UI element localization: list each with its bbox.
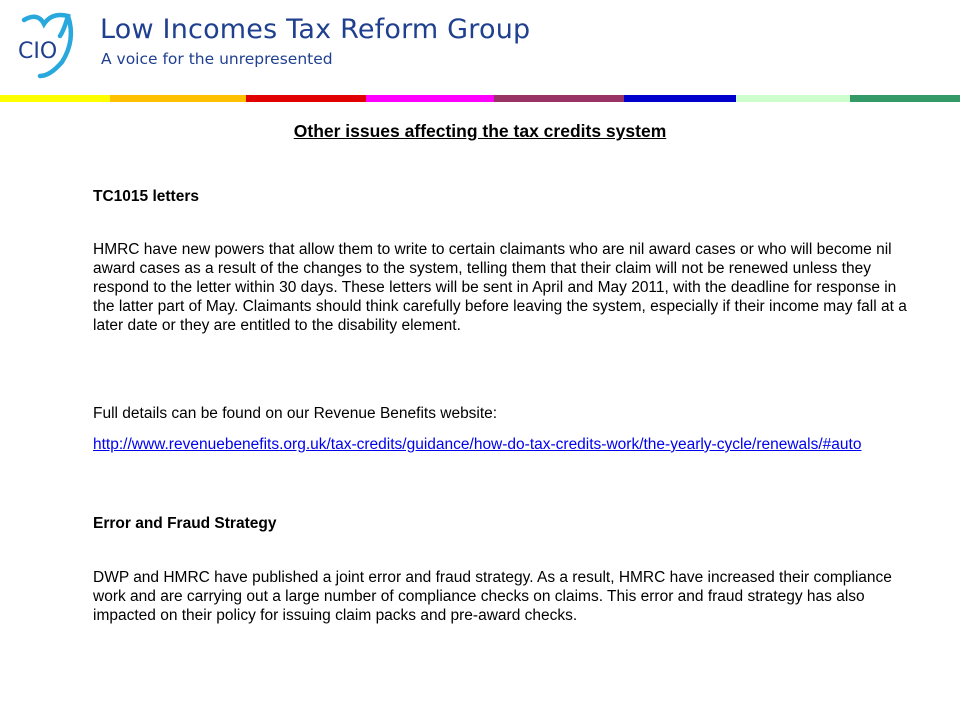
color-stripe-bar: [0, 95, 960, 102]
color-stripe: [366, 95, 494, 102]
color-stripe: [0, 95, 110, 102]
slide-title: Other issues affecting the tax credits system: [293, 121, 667, 141]
color-stripe: [624, 95, 736, 102]
tc1015-paragraph: HMRC have new powers that allow them to write to certain claimants who are nil award cases or who will become nil award cases as a result of the changes to the system, telling them that their claim will not be renewed unless they respond to the letter within 30 days. These letters will be sent in April and May 2011, with the deadline for response in the latter part of May. Claimants should think carefully before leaving the system, especially if their income may fall at a later date or they are entitled to the disability element.: [93, 241, 907, 334]
details-text: Full details can be found on our Revenue Benefits website:: [93, 405, 498, 422]
color-stripe: [494, 95, 624, 102]
organization-name: Low Incomes Tax Reform Group: [100, 14, 531, 45]
section-heading-tc1015: TC1015 letters: [93, 188, 199, 205]
color-stripe: [736, 95, 850, 102]
color-stripe: [246, 95, 366, 102]
error-fraud-paragraph: DWP and HMRC have published a joint error and fraud strategy. As a result, HMRC have increased their compliance work and are carrying out a large number of compliance checks on claims. This error and fraud strategy has also impacted on their policy for issuing claim packs and pre-award checks.: [93, 569, 892, 624]
owl-logo-icon: [14, 10, 80, 80]
logo-text: CIO: [18, 39, 58, 64]
color-stripe: [850, 95, 960, 102]
revenue-benefits-link[interactable]: [93, 435, 908, 454]
organization-tagline: A voice for the unrepresented: [101, 50, 333, 68]
revenue-benefits-link-text[interactable]: http://www.revenuebenefits.org.uk/tax-credits/guidance/how-do-tax-credits-work/the-yearly-cycle/renewals/#auto: [93, 436, 862, 453]
color-stripe: [110, 95, 246, 102]
section-heading-error-fraud: Error and Fraud Strategy: [93, 515, 277, 532]
